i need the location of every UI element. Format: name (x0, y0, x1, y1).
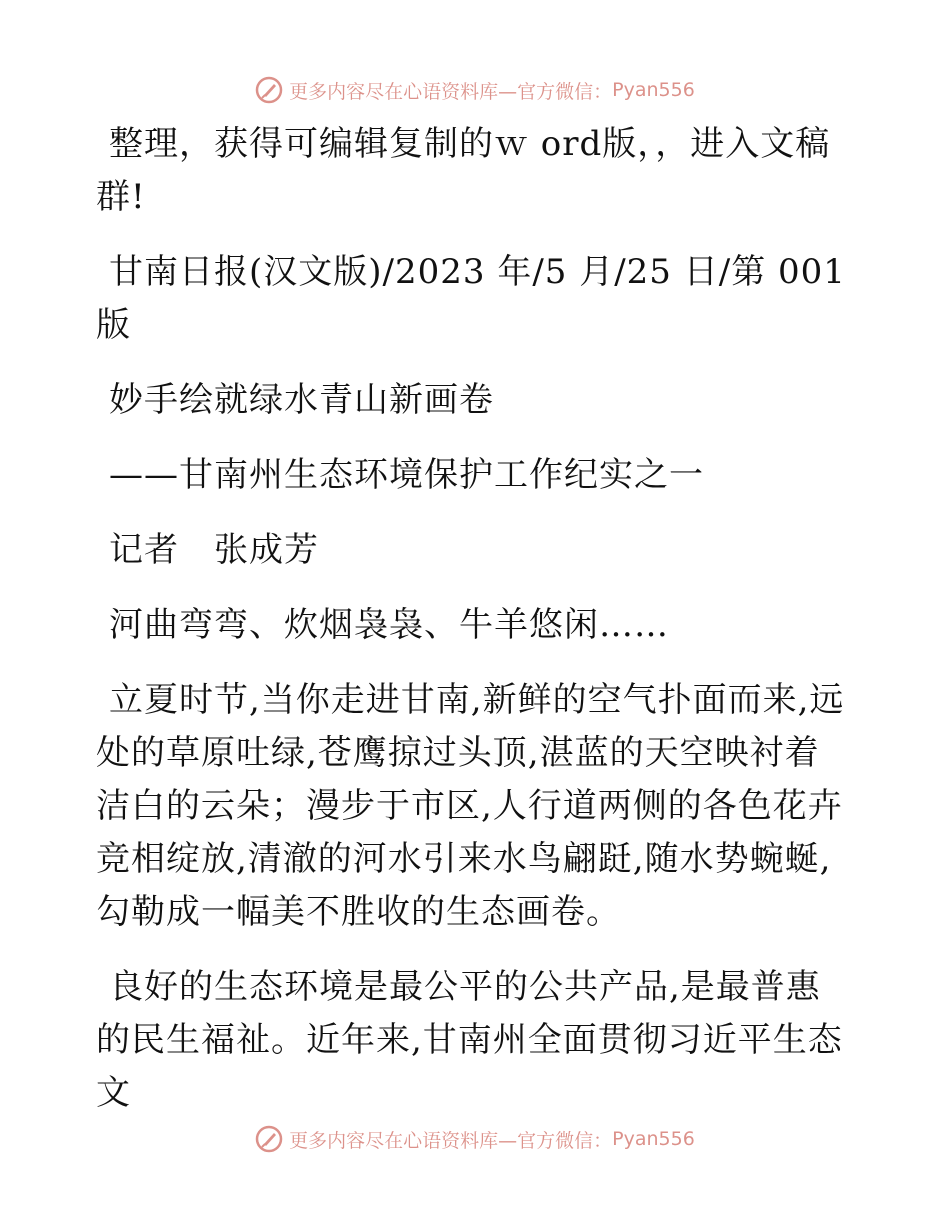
watermark-id: Pyan556 (612, 1128, 695, 1150)
article-title: 妙手绘就绿水青山新画卷 (109, 380, 494, 420)
quill-logo-icon (255, 76, 283, 104)
watermark-id: Pyan556 (612, 79, 695, 101)
watermark-text: 更多内容尽在心语资料库—官方微信： (289, 80, 613, 103)
watermark-text: 更多内容尽在心语资料库—官方微信： (289, 1129, 613, 1152)
paragraph-body-2: 良好的生态环境是最公平的公共产品,是最普惠的民生福祉。近年来,甘南州全面贯彻习近平生态文 (96, 967, 843, 1113)
article-body (96, 118, 846, 1142)
paragraph-source: 甘南日报(汉文版)/2023 年/5 月/25 日/第 001 版 (96, 252, 846, 345)
header-watermark (0, 70, 950, 110)
paragraph-intro: 整理，获得可编辑复制的ｗ ord版，，进入文稿群! (96, 124, 831, 217)
paragraph-body-1: 立夏时节,当你走进甘南,新鲜的空气扑面而来,远处的草原吐绿,苍鹰掠过头顶,湛蓝的天空映衬着洁白的云朵；漫步于市区,人行道两侧的各色花卉竞相绽放,清澈的河水引来水鸟翩跹,随水势蜿蜒,勾勒成一幅美不胜收的生态画卷。 (96, 680, 845, 932)
footer-watermark (0, 1119, 950, 1159)
article-subtitle: ——甘南州生态环境保护工作纪实之一 (109, 455, 704, 495)
article-byline: 记者 张成芳 (109, 530, 319, 570)
quill-logo-icon (255, 1125, 283, 1153)
paragraph-lead: 河曲弯弯、炊烟袅袅、牛羊悠闲…… (109, 605, 669, 645)
